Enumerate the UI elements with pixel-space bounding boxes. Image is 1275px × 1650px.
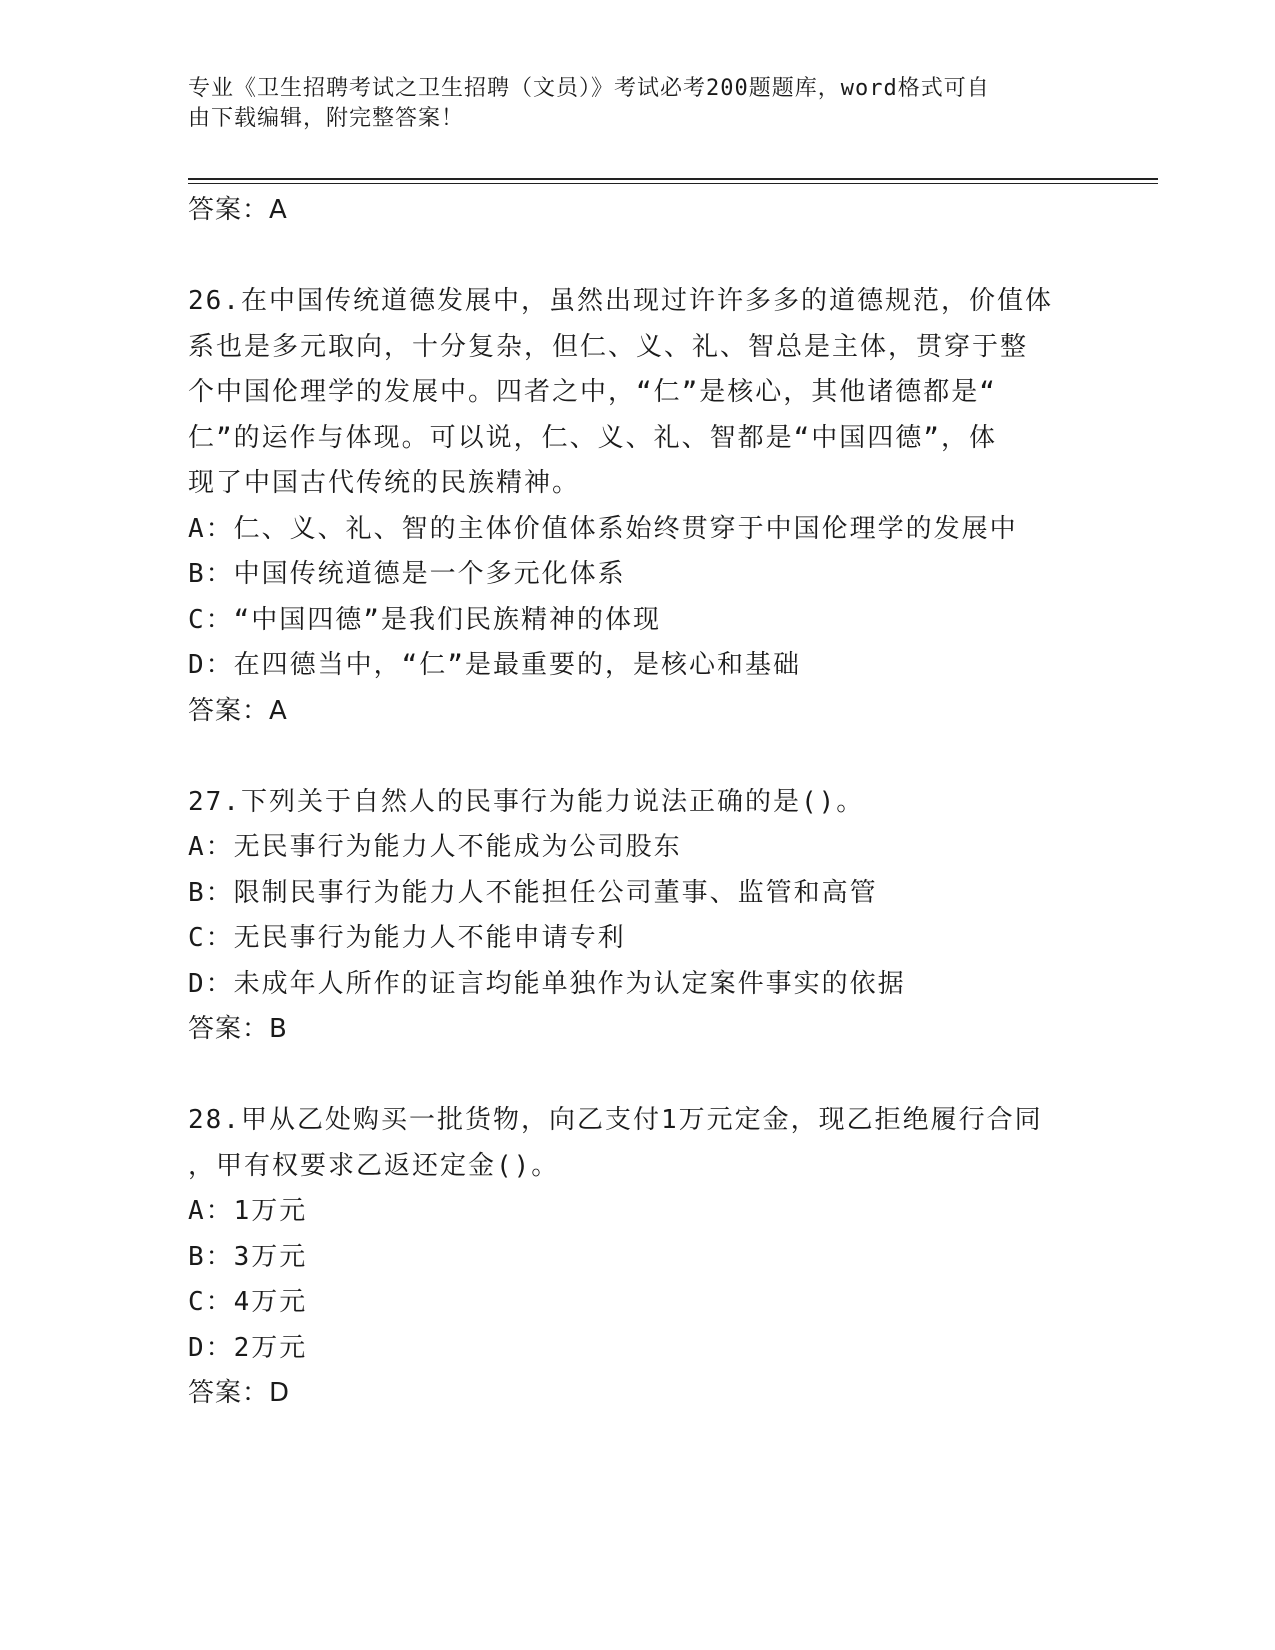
option-c: C：“中国四德”是我们民族精神的体现 [188, 604, 661, 635]
answer: 答案：A [188, 695, 288, 726]
answer: 答案：D [188, 1378, 291, 1408]
question-stem-line: 26.在中国传统道德发展中，虽然出现过许许多多的道德规范，价值体 [188, 286, 1053, 316]
option-c: C：无民事行为能力人不能申请专利 [188, 923, 626, 953]
question-26 [188, 279, 1088, 734]
option-a: A：1万元 [188, 1196, 308, 1226]
option-d: D：2万元 [188, 1332, 308, 1363]
question-27 [188, 780, 1088, 1053]
header-line-1: 专业《卫生招聘考试之卫生招聘（文员）》考试必考200题题库，word格式可自 [188, 76, 990, 101]
question-stem-line: 个中国伦理学的发展中。四者之中，“仁”是核心，其他诸德都是“ [188, 377, 997, 407]
option-d: D：在四德当中，“仁”是最重要的，是核心和基础 [188, 650, 801, 680]
option-b: B：限制民事行为能力人不能担任公司董事、监管和高管 [188, 877, 878, 908]
header-line-2: 由下载编辑，附完整答案！ [188, 106, 465, 131]
option-d: D：未成年人所作的证言均能单独作为认定案件事实的依据 [188, 968, 906, 999]
option-c: C：4万元 [188, 1287, 308, 1317]
question-stem-line: ，甲有权要求乙返还定金()。 [188, 1150, 560, 1181]
previous-answer: 答案：A [188, 195, 288, 225]
option-b: B：中国传统道德是一个多元化体系 [188, 559, 626, 589]
question-stem-line: 28.甲从乙处购买一批货物，向乙支付1万元定金，现乙拒绝履行合同 [188, 1105, 1043, 1135]
question-stem-line: 现了中国古代传统的民族精神。 [188, 468, 581, 498]
option-b: B：3万元 [188, 1241, 308, 1272]
option-a: A：无民事行为能力人不能成为公司股东 [188, 832, 682, 862]
question-stem-line: 系也是多元取向，十分复杂，但仁、义、礼、智总是主体，贯穿于整 [188, 331, 1029, 362]
question-list [188, 188, 1088, 1417]
question-stem-line: 27.下列关于自然人的民事行为能力说法正确的是()。 [188, 786, 865, 817]
header-divider-thin [188, 183, 1158, 184]
question-stem-line: 仁”的运作与体现。可以说，仁、义、礼、智都是“中国四德”，体 [188, 422, 997, 453]
option-a: A：仁、义、礼、智的主体价值体系始终贯穿于中国伦理学的发展中 [188, 513, 1018, 544]
header-divider [188, 178, 1158, 180]
question-28 [188, 1098, 1088, 1417]
answer: 答案：B [188, 1014, 288, 1044]
document-header [188, 74, 1068, 134]
